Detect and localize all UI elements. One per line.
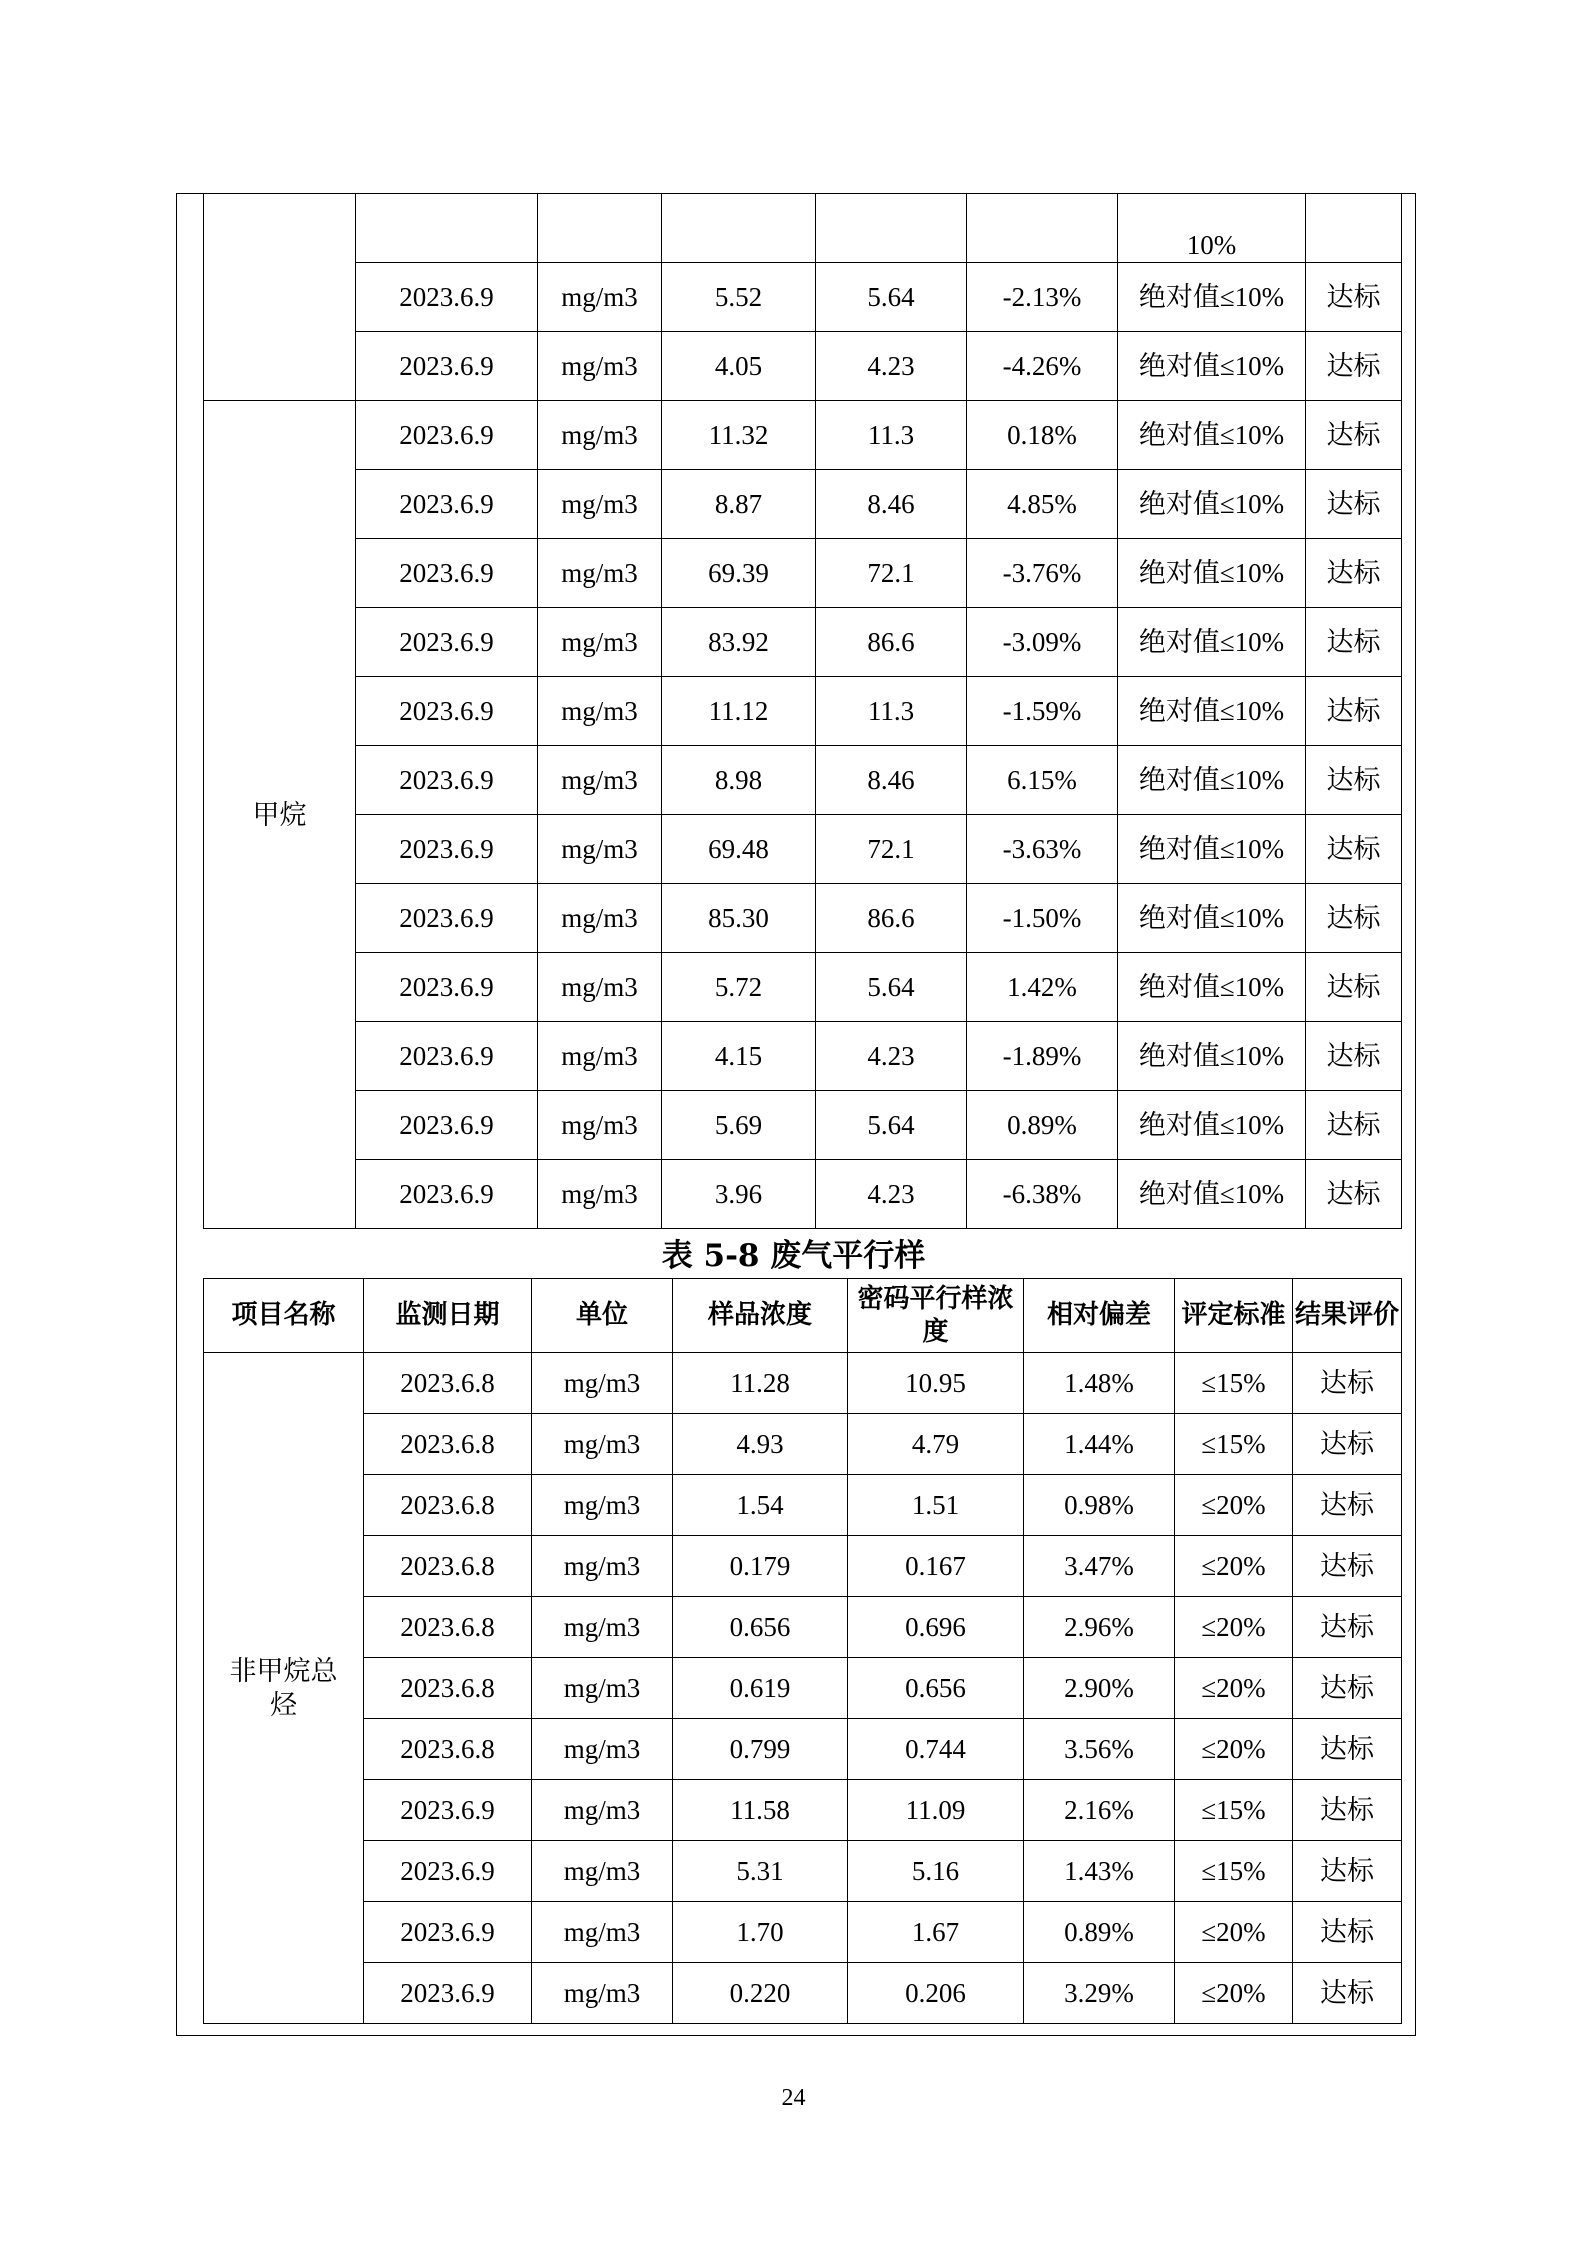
standard-cell: 11.3 bbox=[816, 401, 967, 470]
date-cell: 2023.6.9 bbox=[356, 953, 538, 1022]
parallel-cell: 1.51 bbox=[848, 1475, 1024, 1536]
unit-cell: mg/m3 bbox=[538, 1091, 662, 1160]
sample-cell: 11.12 bbox=[662, 677, 816, 746]
unit-cell: mg/m3 bbox=[532, 1353, 673, 1414]
sample-cell: 69.39 bbox=[662, 539, 816, 608]
error-cell: -6.38% bbox=[967, 1160, 1118, 1229]
date-cell: 2023.6.9 bbox=[364, 1902, 532, 1963]
table-row bbox=[204, 539, 1402, 608]
sample-cell: 0.799 bbox=[673, 1719, 848, 1780]
result-cell: 达标 bbox=[1293, 1414, 1402, 1475]
criterion-cell: ≤20% bbox=[1175, 1658, 1293, 1719]
standard-cell: 11.3 bbox=[816, 677, 967, 746]
sample-cell: 0.220 bbox=[673, 1963, 848, 2024]
criterion-continued: 10% bbox=[1118, 194, 1306, 263]
result-cell: 达标 bbox=[1293, 1597, 1402, 1658]
criterion-cell: ≤15% bbox=[1175, 1414, 1293, 1475]
sample-cell: 5.31 bbox=[673, 1841, 848, 1902]
criterion-cell: ≤15% bbox=[1175, 1353, 1293, 1414]
error-cell: -3.76% bbox=[967, 539, 1118, 608]
criterion-cell: 绝对值≤10% bbox=[1118, 884, 1306, 953]
result-cell: 达标 bbox=[1306, 677, 1402, 746]
parallel-cell: 0.696 bbox=[848, 1597, 1024, 1658]
unit-cell: mg/m3 bbox=[538, 746, 662, 815]
accuracy-table-continued bbox=[203, 193, 1402, 1229]
criterion-cell: 绝对值≤10% bbox=[1118, 1091, 1306, 1160]
sample-cell: 83.92 bbox=[662, 608, 816, 677]
date-cell: 2023.6.9 bbox=[356, 884, 538, 953]
criterion-cell: 绝对值≤10% bbox=[1118, 608, 1306, 677]
result-cell: 达标 bbox=[1306, 401, 1402, 470]
result-cell: 达标 bbox=[1306, 608, 1402, 677]
group-name-methane: 甲烷 bbox=[204, 401, 356, 1229]
group-name-nmhc: 非甲烷总烃 bbox=[204, 1353, 364, 2024]
unit-cell: mg/m3 bbox=[538, 263, 662, 332]
table-row bbox=[204, 332, 1402, 401]
parallel-cell: 1.67 bbox=[848, 1902, 1024, 1963]
standard-cell: 5.64 bbox=[816, 953, 967, 1022]
parallel-cell: 0.167 bbox=[848, 1536, 1024, 1597]
table-row bbox=[204, 1902, 1402, 1963]
criterion-cell: 绝对值≤10% bbox=[1118, 263, 1306, 332]
criterion-cell: 绝对值≤10% bbox=[1118, 1022, 1306, 1091]
standard-cell: 5.64 bbox=[816, 1091, 967, 1160]
table-row bbox=[204, 1160, 1402, 1229]
deviation-cell: 2.16% bbox=[1024, 1780, 1175, 1841]
unit-cell: mg/m3 bbox=[538, 470, 662, 539]
standard-cell: 72.1 bbox=[816, 539, 967, 608]
date-cell: 2023.6.9 bbox=[356, 746, 538, 815]
group-cell-previous bbox=[204, 194, 356, 401]
error-cell: -1.59% bbox=[967, 677, 1118, 746]
parallel-cell: 5.16 bbox=[848, 1841, 1024, 1902]
table-row bbox=[204, 1022, 1402, 1091]
sample-cell: 4.15 bbox=[662, 1022, 816, 1091]
result-cell: 达标 bbox=[1293, 1719, 1402, 1780]
error-cell: -4.26% bbox=[967, 332, 1118, 401]
date-cell: 2023.6.8 bbox=[364, 1719, 532, 1780]
criterion-cell: ≤20% bbox=[1175, 1536, 1293, 1597]
unit-cell: mg/m3 bbox=[532, 1414, 673, 1475]
header-sample: 样品浓度 bbox=[673, 1279, 848, 1353]
table-row bbox=[204, 1353, 1402, 1414]
date-cell: 2023.6.9 bbox=[356, 332, 538, 401]
criterion-cell: ≤20% bbox=[1175, 1719, 1293, 1780]
unit-cell: mg/m3 bbox=[538, 1160, 662, 1229]
criterion-cell: ≤20% bbox=[1175, 1597, 1293, 1658]
table-row bbox=[204, 1658, 1402, 1719]
sample-cell: 11.32 bbox=[662, 401, 816, 470]
deviation-cell: 3.29% bbox=[1024, 1963, 1175, 2024]
sample-cell: 11.58 bbox=[673, 1780, 848, 1841]
result-cell: 达标 bbox=[1306, 1022, 1402, 1091]
unit-cell: mg/m3 bbox=[532, 1841, 673, 1902]
standard-cell: 86.6 bbox=[816, 884, 967, 953]
result-cell: 达标 bbox=[1306, 263, 1402, 332]
date-cell: 2023.6.9 bbox=[356, 470, 538, 539]
sample-cell: 0.179 bbox=[673, 1536, 848, 1597]
result-cell: 达标 bbox=[1293, 1780, 1402, 1841]
date-cell: 2023.6.9 bbox=[364, 1780, 532, 1841]
sample-cell: 1.70 bbox=[673, 1902, 848, 1963]
criterion-cell: 绝对值≤10% bbox=[1118, 677, 1306, 746]
criterion-cell: ≤20% bbox=[1175, 1902, 1293, 1963]
parallel-cell: 10.95 bbox=[848, 1353, 1024, 1414]
deviation-cell: 1.44% bbox=[1024, 1414, 1175, 1475]
table-row bbox=[204, 263, 1402, 332]
result-cell: 达标 bbox=[1293, 1841, 1402, 1902]
table-row bbox=[204, 1841, 1402, 1902]
error-cell: -3.63% bbox=[967, 815, 1118, 884]
header-item-name: 项目名称 bbox=[204, 1279, 364, 1353]
deviation-cell: 1.48% bbox=[1024, 1353, 1175, 1414]
error-cell: 0.18% bbox=[967, 401, 1118, 470]
deviation-cell: 3.47% bbox=[1024, 1536, 1175, 1597]
table-row bbox=[204, 401, 1402, 470]
table-row bbox=[204, 953, 1402, 1022]
sample-cell: 5.69 bbox=[662, 1091, 816, 1160]
standard-cell: 72.1 bbox=[816, 815, 967, 884]
standard-cell: 4.23 bbox=[816, 332, 967, 401]
table-row bbox=[204, 884, 1402, 953]
header-parallel: 密码平行样浓度 bbox=[848, 1279, 1024, 1353]
date-cell: 2023.6.8 bbox=[364, 1597, 532, 1658]
unit-cell: mg/m3 bbox=[538, 815, 662, 884]
deviation-cell: 0.98% bbox=[1024, 1475, 1175, 1536]
date-cell: 2023.6.8 bbox=[364, 1536, 532, 1597]
header-row bbox=[204, 1279, 1402, 1353]
deviation-cell: 1.43% bbox=[1024, 1841, 1175, 1902]
standard-cell: 8.46 bbox=[816, 470, 967, 539]
error-cell: 4.85% bbox=[967, 470, 1118, 539]
table-row bbox=[204, 1597, 1402, 1658]
parallel-cell: 4.79 bbox=[848, 1414, 1024, 1475]
header-criterion: 评定标准 bbox=[1175, 1279, 1293, 1353]
table-row bbox=[204, 1475, 1402, 1536]
unit-cell: mg/m3 bbox=[538, 608, 662, 677]
table-row bbox=[204, 1963, 1402, 2024]
table-row bbox=[204, 1719, 1402, 1780]
table-row bbox=[204, 470, 1402, 539]
result-cell: 达标 bbox=[1306, 884, 1402, 953]
sample-cell: 4.05 bbox=[662, 332, 816, 401]
unit-cell: mg/m3 bbox=[532, 1902, 673, 1963]
result-cell: 达标 bbox=[1306, 953, 1402, 1022]
criterion-cell: 绝对值≤10% bbox=[1118, 332, 1306, 401]
deviation-cell: 0.89% bbox=[1024, 1902, 1175, 1963]
table-row bbox=[204, 194, 1402, 263]
sample-cell: 11.28 bbox=[673, 1353, 848, 1414]
criterion-cell: ≤20% bbox=[1175, 1475, 1293, 1536]
date-cell: 2023.6.8 bbox=[364, 1414, 532, 1475]
parallel-cell: 0.744 bbox=[848, 1719, 1024, 1780]
date-cell: 2023.6.9 bbox=[356, 608, 538, 677]
sample-cell: 8.98 bbox=[662, 746, 816, 815]
unit-cell: mg/m3 bbox=[532, 1475, 673, 1536]
parallel-cell: 0.656 bbox=[848, 1658, 1024, 1719]
criterion-cell: 绝对值≤10% bbox=[1118, 470, 1306, 539]
unit-cell: mg/m3 bbox=[538, 953, 662, 1022]
result-cell: 达标 bbox=[1306, 1091, 1402, 1160]
unit-cell: mg/m3 bbox=[532, 1658, 673, 1719]
date-cell: 2023.6.9 bbox=[356, 401, 538, 470]
header-date: 监测日期 bbox=[364, 1279, 532, 1353]
header-deviation: 相对偏差 bbox=[1024, 1279, 1175, 1353]
criterion-cell: 绝对值≤10% bbox=[1118, 539, 1306, 608]
sample-cell: 85.30 bbox=[662, 884, 816, 953]
standard-cell: 86.6 bbox=[816, 608, 967, 677]
result-cell: 达标 bbox=[1293, 1353, 1402, 1414]
deviation-cell: 3.56% bbox=[1024, 1719, 1175, 1780]
sample-cell: 5.72 bbox=[662, 953, 816, 1022]
parallel-cell: 11.09 bbox=[848, 1780, 1024, 1841]
unit-cell: mg/m3 bbox=[532, 1780, 673, 1841]
result-cell: 达标 bbox=[1293, 1902, 1402, 1963]
result-cell: 达标 bbox=[1293, 1658, 1402, 1719]
error-cell: -1.50% bbox=[967, 884, 1118, 953]
page-number: 24 bbox=[781, 2085, 806, 2111]
result-cell: 达标 bbox=[1306, 539, 1402, 608]
criterion-cell: 绝对值≤10% bbox=[1118, 815, 1306, 884]
result-cell: 达标 bbox=[1306, 815, 1402, 884]
unit-cell: mg/m3 bbox=[532, 1536, 673, 1597]
result-cell: 达标 bbox=[1306, 332, 1402, 401]
date-cell: 2023.6.9 bbox=[356, 263, 538, 332]
deviation-cell: 2.96% bbox=[1024, 1597, 1175, 1658]
result-cell: 达标 bbox=[1306, 746, 1402, 815]
standard-cell: 4.23 bbox=[816, 1022, 967, 1091]
unit-cell: mg/m3 bbox=[532, 1719, 673, 1780]
table-row bbox=[204, 746, 1402, 815]
unit-cell: mg/m3 bbox=[538, 1022, 662, 1091]
sample-cell: 1.54 bbox=[673, 1475, 848, 1536]
criterion-cell: 绝对值≤10% bbox=[1118, 953, 1306, 1022]
criterion-cell: ≤15% bbox=[1175, 1780, 1293, 1841]
sample-cell: 69.48 bbox=[662, 815, 816, 884]
date-cell: 2023.6.9 bbox=[364, 1963, 532, 2024]
unit-cell: mg/m3 bbox=[538, 884, 662, 953]
table-row bbox=[204, 1091, 1402, 1160]
date-cell: 2023.6.9 bbox=[356, 677, 538, 746]
sample-cell: 3.96 bbox=[662, 1160, 816, 1229]
table-row bbox=[204, 1414, 1402, 1475]
result-cell: 达标 bbox=[1293, 1963, 1402, 2024]
parallel-cell: 0.206 bbox=[848, 1963, 1024, 2024]
result-cell: 达标 bbox=[1293, 1475, 1402, 1536]
unit-cell: mg/m3 bbox=[538, 677, 662, 746]
date-cell: 2023.6.9 bbox=[364, 1841, 532, 1902]
table-row bbox=[204, 1780, 1402, 1841]
standard-cell: 4.23 bbox=[816, 1160, 967, 1229]
sample-cell: 0.656 bbox=[673, 1597, 848, 1658]
table-caption: 表 5-8 废气平行样 bbox=[661, 1238, 926, 1274]
error-cell: -2.13% bbox=[967, 263, 1118, 332]
error-cell: 0.89% bbox=[967, 1091, 1118, 1160]
criterion-cell: ≤20% bbox=[1175, 1963, 1293, 2024]
date-cell: 2023.6.9 bbox=[356, 1160, 538, 1229]
sample-cell: 4.93 bbox=[673, 1414, 848, 1475]
error-cell: -1.89% bbox=[967, 1022, 1118, 1091]
date-cell: 2023.6.9 bbox=[356, 1091, 538, 1160]
criterion-cell: 绝对值≤10% bbox=[1118, 1160, 1306, 1229]
table-row bbox=[204, 608, 1402, 677]
unit-cell: mg/m3 bbox=[538, 332, 662, 401]
criterion-cell: 绝对值≤10% bbox=[1118, 746, 1306, 815]
unit-cell: mg/m3 bbox=[532, 1597, 673, 1658]
table-row bbox=[204, 1536, 1402, 1597]
unit-cell: mg/m3 bbox=[538, 401, 662, 470]
criterion-cell: ≤15% bbox=[1175, 1841, 1293, 1902]
criterion-cell: 绝对值≤10% bbox=[1118, 401, 1306, 470]
deviation-cell: 2.90% bbox=[1024, 1658, 1175, 1719]
table-row bbox=[204, 815, 1402, 884]
result-cell: 达标 bbox=[1293, 1536, 1402, 1597]
standard-cell: 5.64 bbox=[816, 263, 967, 332]
result-cell: 达标 bbox=[1306, 470, 1402, 539]
result-cell: 达标 bbox=[1306, 1160, 1402, 1229]
header-unit: 单位 bbox=[532, 1279, 673, 1353]
date-cell: 2023.6.9 bbox=[356, 539, 538, 608]
sample-cell: 5.52 bbox=[662, 263, 816, 332]
date-cell: 2023.6.8 bbox=[364, 1475, 532, 1536]
error-cell: -3.09% bbox=[967, 608, 1118, 677]
sample-cell: 8.87 bbox=[662, 470, 816, 539]
table-row bbox=[204, 677, 1402, 746]
date-cell: 2023.6.8 bbox=[364, 1658, 532, 1719]
standard-cell: 8.46 bbox=[816, 746, 967, 815]
header-result: 结果评价 bbox=[1293, 1279, 1402, 1353]
unit-cell: mg/m3 bbox=[532, 1963, 673, 2024]
sample-cell: 0.619 bbox=[673, 1658, 848, 1719]
error-cell: 1.42% bbox=[967, 953, 1118, 1022]
error-cell: 6.15% bbox=[967, 746, 1118, 815]
parallel-sample-table bbox=[203, 1278, 1402, 2024]
date-cell: 2023.6.9 bbox=[356, 1022, 538, 1091]
date-cell: 2023.6.8 bbox=[364, 1353, 532, 1414]
date-cell: 2023.6.9 bbox=[356, 815, 538, 884]
unit-cell: mg/m3 bbox=[538, 539, 662, 608]
